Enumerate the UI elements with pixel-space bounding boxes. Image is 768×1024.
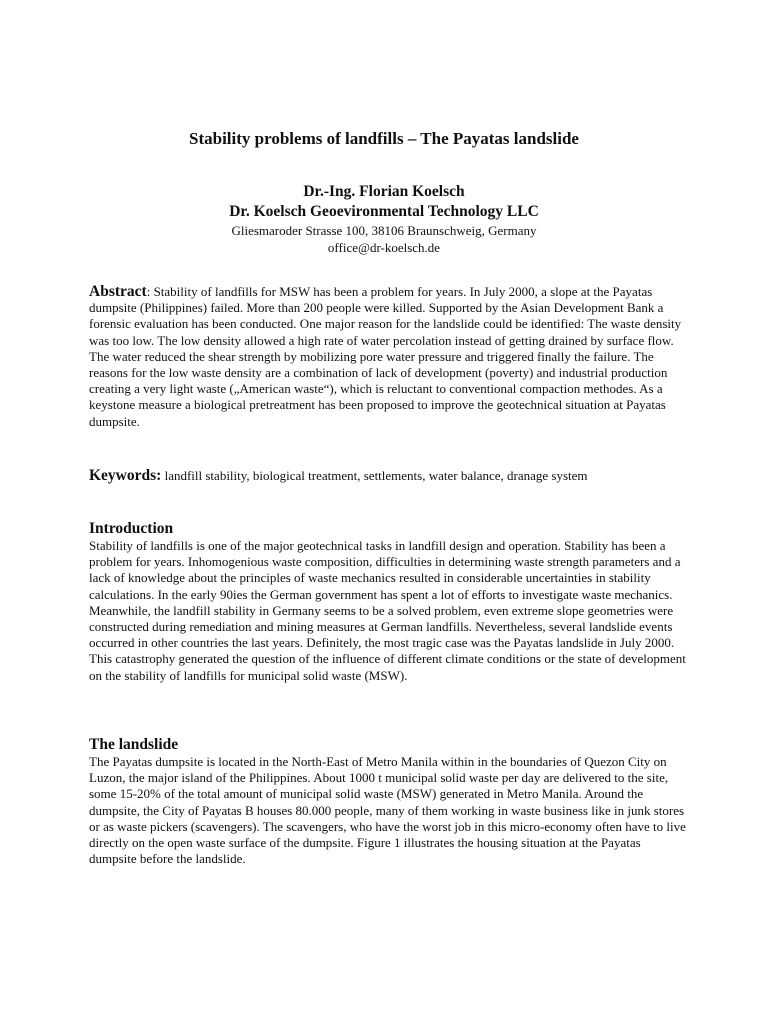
keywords-line [89, 468, 709, 484]
abstract-separator: : [146, 284, 154, 299]
keywords-label: Keywords: [89, 467, 162, 484]
landslide-text: The Payatas dumpsite is located in the North-East of Metro Manila within in the boundaries of Quezon City on Luzon, the major island of the Philippines. About 1000 t municipal solid waste per day are delivered to the site, some 15-20% of the total amount of municipal solid waste (MSW) generated in Metro Manila. Around the dumpsite, the City of Payatas B houses 80.000 people, many of them working in waste business like in junk stores or as waste pickers (scavengers). The scavengers, who have the worst job in this micro-economy often have to live directly on the open waste surface of the dumpsite. Figure 1 illustrates the housing situation at the Payatas dumpsite before the landslide. [89, 754, 686, 867]
introduction-section [89, 519, 689, 684]
author-address: Gliesmaroder Strasse 100, 38106 Braunschweig, Germany [231, 223, 537, 238]
paper-title: Stability problems of landfills – The Payatas landslide [189, 129, 579, 148]
author-name: Dr.-Ing. Florian Koelsch [303, 183, 465, 200]
introduction-text: Stability of landfills is one of the major geotechnical tasks in landfill design and operation. Stability has been a problem for years. Inhomogenious waste composition, difficulties in determining waste strength parameters and a lack of knowledge about the principles of waste mechanics resulted in considerable uncertainties in stability calculations. In the early 90ies the German government has spent a lot of efforts to investigate waste mechanics. Meanwhile, the landfill stability in Germany seems to be a solved problem, even extreme slope geometries were constructed during remediation and mining measures at German landfills. Nevertheless, several landslide events occurred in other countries the last years. Definitely, the most tragic case was the Payatas landslide in July 2000. This catastrophy generated the question of the influence of different climate conditions or the state of development on the stability of landfills for municipal solid waste (MSW). [89, 538, 686, 683]
abstract-text: Stability of landfills for MSW has been a problem for years. In July 2000, a slope at the Payatas dumpsite (Philippines) failed. More than 200 people were killed. Supported by the Asian Development Bank a forensic evaluation has been conducted. One major reason for the landslide could be identified: The waste density was too low. The low density allowed a high rate of water percolation instead of getting drained by surface flow. The water reduced the shear strength by mobilizing pore water pressure and triggered finally the failure. The reasons for the low waste density are a combination of lack of development (poverty) and industrial production creating a very light waste („American waste“), which is reluctant to conventional compaction methodes. As a keystone measure a biological pretreatment has been proposed to improve the geotechnical situation at Payatas dumpsite. [89, 284, 682, 429]
landslide-heading: The landslide [89, 736, 179, 753]
author-block [0, 182, 768, 256]
author-organization: Dr. Koelsch Geoevironmental Technology LLC [229, 203, 539, 220]
introduction-heading: Introduction [89, 520, 174, 537]
abstract-paragraph [89, 284, 689, 430]
landslide-section [89, 735, 689, 867]
abstract-label: Abstract [89, 283, 147, 300]
keywords-text: landfill stability, biological treatment, settlements, water balance, dranage system [164, 468, 588, 483]
author-email: office@dr-koelsch.de [327, 240, 441, 255]
